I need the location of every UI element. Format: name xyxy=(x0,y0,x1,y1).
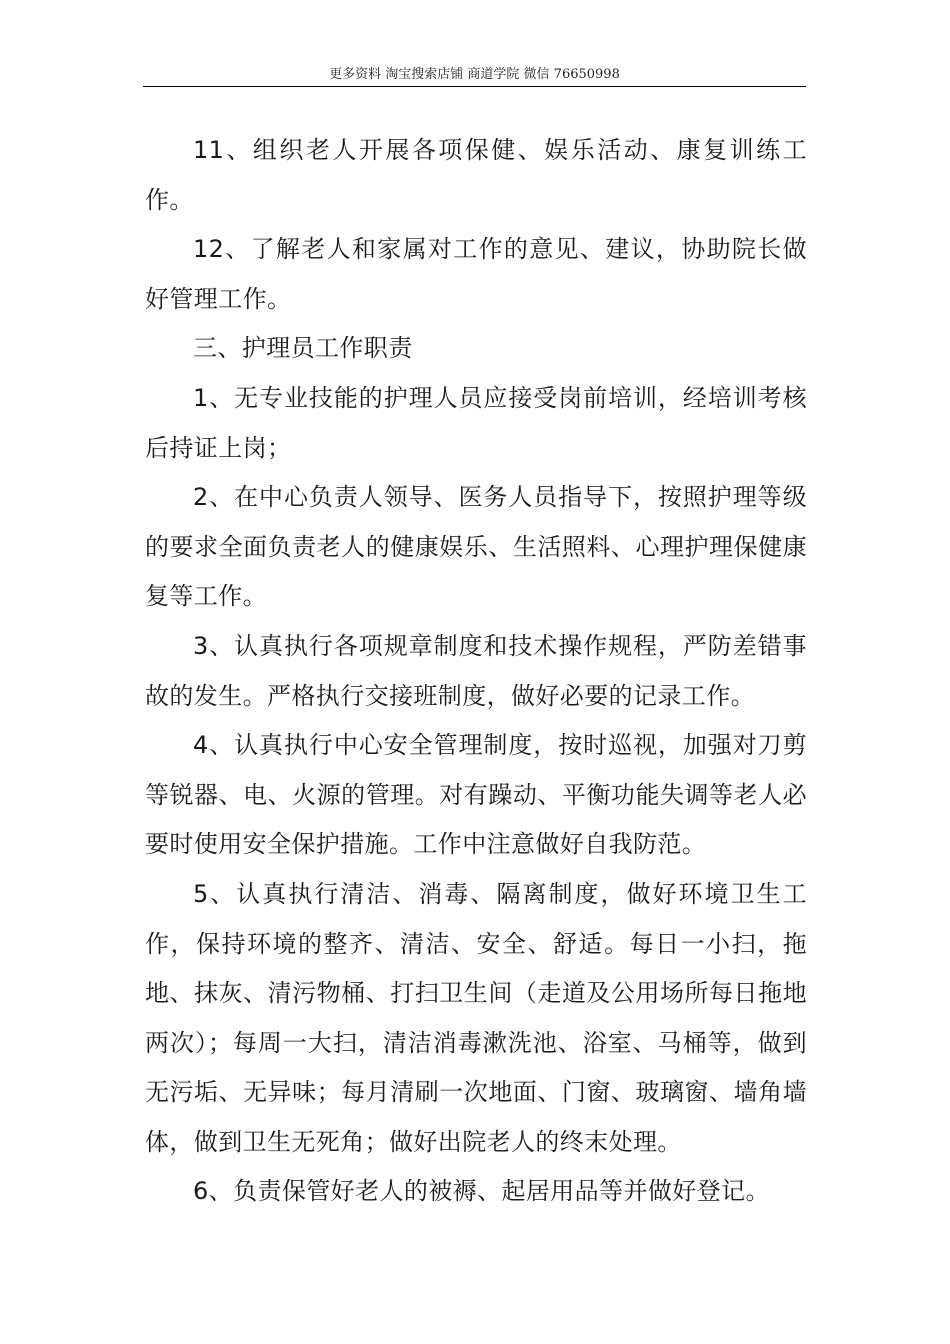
paragraph-duty-2: 2、在中心负责人领导、医务人员指导下，按照护理等级的要求全面负责老人的健康娱乐、生活照料、心理护理保健康复等工作。 xyxy=(145,483,807,611)
section-heading-nursing-duties: 三、护理员工作职责 xyxy=(193,334,413,363)
paragraph-duty-1: 1、无专业技能的护理人员应接受岗前培训，经培训考核后持证上岗； xyxy=(145,383,807,462)
paragraph-duty-3: 3、认真执行各项规章制度和技术操作规程，严防差错事故的发生。严格执行交接班制度，做好必要的记录工作。 xyxy=(145,631,807,710)
paragraph-duty-5: 5、认真执行清洁、消毒、隔离制度，做好环境卫生工作，保持环境的整齐、清洁、安全、舒适。每日一小扫，拖地、抹灰、清污物桶、打扫卫生间（走道及公用场所每日拖地两次）；每周一大扫，清洁消毒漱洗池、浴室、马桶等，做到无污垢、无异味；每月清刷一次地面、门窗、玻璃窗、墙角墙体，做到卫生无死角；做好出院老人的终末处理。 xyxy=(145,879,807,1156)
paragraph-12: 12、了解老人和家属对工作的意见、建议，协助院长做好管理工作。 xyxy=(145,235,807,313)
paragraph-11: 11、组织老人开展各项保健、娱乐活动、康复训练工作。 xyxy=(145,136,807,214)
header-divider xyxy=(143,86,806,87)
document-body xyxy=(145,126,807,1217)
page-header: 更多资料 淘宝搜索店铺 商道学院 微信 76650998 xyxy=(329,67,620,82)
paragraph-duty-4: 4、认真执行中心安全管理制度，按时巡视，加强对刀剪等锐器、电、火源的管理。对有躁动、平衡功能失调等老人必要时使用安全保护措施。工作中注意做好自我防范。 xyxy=(145,731,807,859)
paragraph-duty-6: 6、负责保管好老人的被褥、起居用品等并做好登记。 xyxy=(193,1177,770,1206)
